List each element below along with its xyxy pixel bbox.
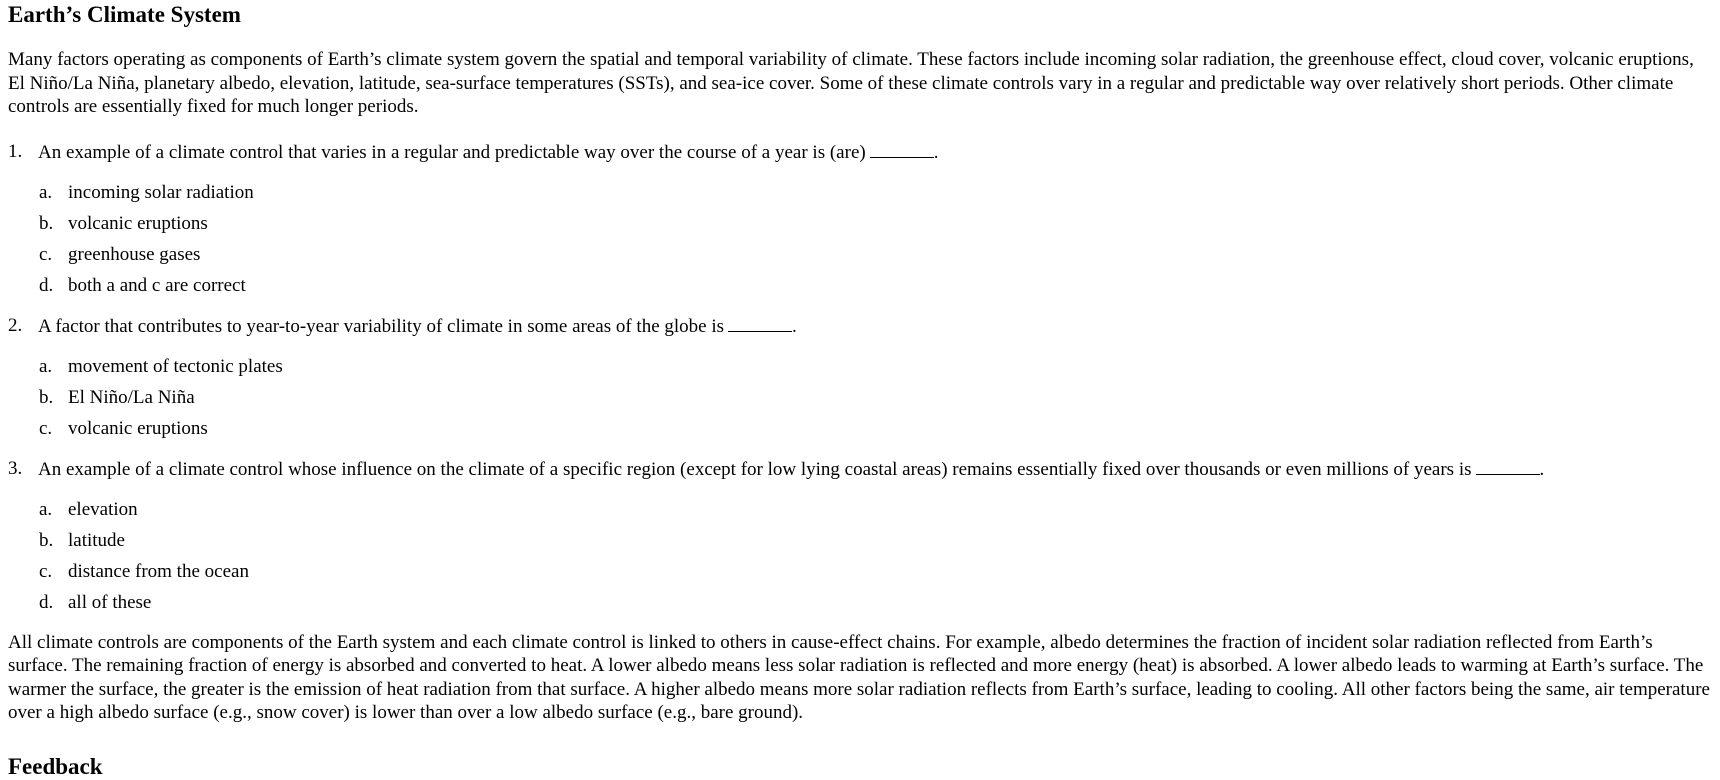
option-letter: b. <box>39 212 54 234</box>
option-letter: d. <box>39 591 54 613</box>
option-list <box>8 355 1712 448</box>
question-text: An example of a climate control that varies in a regular and predictable way over the course of a year is (are) <box>38 141 866 163</box>
question-text-wrap <box>38 457 1544 481</box>
question-number: 2. <box>8 314 23 336</box>
option-letter: a. <box>39 181 53 203</box>
option-item <box>39 181 1712 212</box>
option-letter: a. <box>39 498 53 520</box>
option-text: elevation <box>68 498 138 520</box>
option-item <box>39 243 1712 274</box>
question-number: 3. <box>8 457 23 479</box>
option-item <box>39 386 1712 417</box>
question-2 <box>8 314 1712 338</box>
question-text-wrap <box>38 314 797 338</box>
option-item <box>39 274 1712 305</box>
option-text: El Niño/La Niña <box>68 386 195 408</box>
option-letter: b. <box>39 529 54 551</box>
option-list <box>8 498 1712 622</box>
question-number: 1. <box>8 140 23 162</box>
question-end: . <box>792 315 797 337</box>
option-text: greenhouse gases <box>68 243 201 265</box>
answer-blank <box>728 314 792 332</box>
question-end: . <box>933 141 939 163</box>
option-item <box>39 498 1712 529</box>
option-letter: b. <box>39 386 54 408</box>
question-text: A factor that contributes to year-to-year variability of climate in some areas of the globe is <box>38 315 725 337</box>
closing-paragraph: All climate controls are components of the Earth system and each climate control is linked to others in cause-effect chains. For example, albedo determines the fraction of incident solar radiation reflected from Earth’s surface. The remaining fraction of energy is absorbed and converted to heat. A lower albedo means less solar radiation is reflected and more energy (heat) is absorbed. A lower albedo leads to warming at Earth’s surface. The warmer the surface, the greater is the emission of heat radiation from that surface. A higher albedo means more solar radiation reflects from Earth’s surface, leading to cooling. All other factors being the same, air temperature over a high albedo surface (e.g., snow cover) is lower than over a low albedo surface (e.g., bare ground). <box>8 631 1710 723</box>
option-letter: a. <box>39 355 53 377</box>
option-item <box>39 529 1712 560</box>
option-text: latitude <box>68 529 125 551</box>
document-page <box>8 0 1712 780</box>
option-text: volcanic eruptions <box>68 212 208 234</box>
option-letter: c. <box>39 560 53 582</box>
intro-paragraph: Many factors operating as components of Earth’s climate system govern the spatial and temporal variability of climate. These factors include incoming solar radiation, the greenhouse effect, cloud cover, volcanic eruptions, El Niño/La Niña, planetary albedo, elevation, latitude, sea-surface temperatures (SSTs), and sea-ice cover. Some of these climate controls vary in a regular and predictable way over relatively short periods. Other climate controls are essentially fixed for much longer periods. <box>8 49 1694 117</box>
question-text-wrap <box>38 140 938 164</box>
option-item <box>39 560 1712 591</box>
option-letter: d. <box>39 274 54 296</box>
option-list <box>8 181 1712 305</box>
option-letter: c. <box>39 417 53 439</box>
option-item <box>39 212 1712 243</box>
option-text: volcanic eruptions <box>68 417 208 439</box>
question-text: An example of a climate control whose influence on the climate of a specific region (except for low lying coastal areas) remains essentially fixed over thousands or even millions of years is <box>38 458 1472 480</box>
answer-blank <box>1476 457 1540 475</box>
option-text: movement of tectonic plates <box>68 355 283 377</box>
section-heading: Feedback <box>8 753 103 779</box>
question-1 <box>8 140 1712 164</box>
option-letter: c. <box>39 243 53 265</box>
option-item <box>39 355 1712 386</box>
question-end: . <box>1539 458 1545 480</box>
option-text: distance from the ocean <box>68 560 249 582</box>
option-item <box>39 591 1712 622</box>
page-title: Earth’s Climate System <box>8 2 241 27</box>
option-text: incoming solar radiation <box>68 181 254 203</box>
question-3 <box>8 457 1712 481</box>
option-text: both a and c are correct <box>68 274 246 296</box>
option-text: all of these <box>68 591 152 613</box>
option-item <box>39 417 1712 448</box>
answer-blank <box>870 140 934 158</box>
